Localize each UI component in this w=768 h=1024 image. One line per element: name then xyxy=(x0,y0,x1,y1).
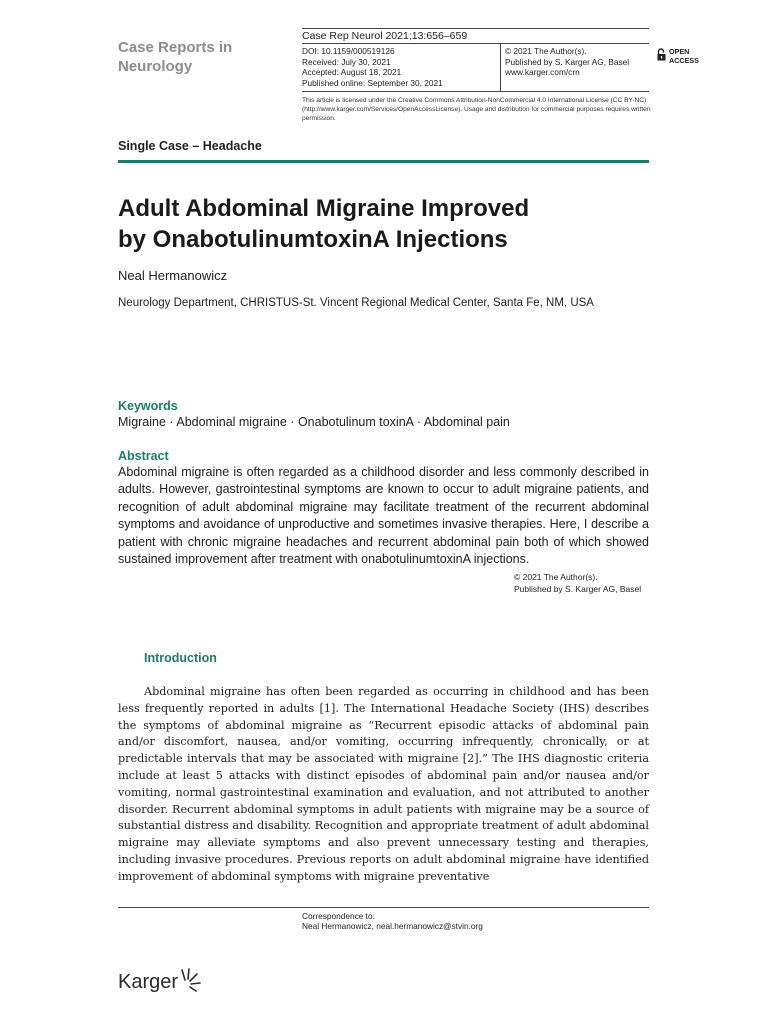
abstract-text: Abdominal migraine is often regarded as a childhood disorder and less commonly described in adults. However, gastrointestinal symptoms are known to occur to adult migraine patients, and recognition of adult abdominal migraine may facilitate treatment of the recurrent abdominal symptoms and avoidance of unproductive and sometimes invasive therapies. Here, I describe a patient with chronic migraine headaches and recurrent abdominal pain both of which showed sustained improvement after treatment with onabotulinumtoxinA injections. xyxy=(118,465,649,567)
journal-name xyxy=(118,38,232,76)
open-access-line2: ACCESS xyxy=(669,55,699,65)
accepted-date: Accepted: August 18, 2021 xyxy=(302,67,402,77)
published-date: Published online: September 30, 2021 xyxy=(302,77,443,88)
keywords-heading: Keywords xyxy=(118,399,178,413)
open-lock-icon xyxy=(657,48,666,61)
journal-name-line2: Neurology xyxy=(118,58,193,75)
citation: Case Rep Neurol 2021;13:656–659 xyxy=(302,30,468,42)
open-access-badge xyxy=(657,48,699,65)
license-text: This article is licensed under the Creative Commons Attribution-NonCommercial 4.0 International License (CC BY-NC) (http://www.karger.com/Services/OpenAccessLicense). Usage and distribution for commercial purposes requires written permission. xyxy=(302,97,651,122)
correspondence-label: Correspondence to: xyxy=(302,911,375,921)
header-top-rule xyxy=(302,28,649,29)
publisher: Published by S. Karger AG, Basel xyxy=(505,56,630,67)
karger-burst-icon xyxy=(179,966,205,992)
publisher-info xyxy=(505,46,629,78)
introduction-paragraph: Abdominal migraine has often been regarded as occurring in childhood and has been less frequently reported in adults [1]. The International Headache Society (IHS) describes the symptoms of abdominal migraine as “Recurrent episodic attacks of abdominal pain and/or discomfort, nausea, and/or vomiting, occurring infrequently, chronically, or at predictable intervals that may be associated with migraine [2].” The IHS diagnostic criteria include at least 5 attacks with distinct episodes of abdominal pain and/or nausea and/or vomiting, normal gastrointestinal examination and evaluation, and not attributed to another disorder. Recurrent abdominal symptoms in adult patients with migraine may be a source of substantial distress and disability. Recognition and appropriate treatment of adult abdominal migraine may alleviate symptoms and also prevent unnecessary testing and therapies, including invasive procedures. Previous reports on adult abdominal migraine have identified improvement of abdominal symptoms with migraine preventative xyxy=(118,685,649,883)
open-access-line1: OPEN xyxy=(669,47,690,56)
correspondence-text: Neal Hermanowicz, neal.hermanowicz@stvin.org xyxy=(302,921,483,931)
abstract-heading: Abstract xyxy=(118,449,169,463)
header-divider xyxy=(500,44,501,91)
title-line2: by OnabotulinumtoxinA Injections xyxy=(118,226,508,253)
title-line1: Adult Abdominal Migraine Improved xyxy=(118,195,530,222)
article-dates xyxy=(302,46,443,88)
header-mid-rule xyxy=(302,43,649,44)
abstract-publisher-line: Published by S. Karger AG, Basel xyxy=(514,584,642,594)
copyright: © 2021 The Author(s). xyxy=(505,46,587,56)
introduction-body xyxy=(118,684,649,886)
website-link[interactable]: www.karger.com/crn xyxy=(505,67,580,77)
section-label: Single Case – Headache xyxy=(118,139,262,153)
introduction-heading: Introduction xyxy=(144,651,217,665)
doi-link[interactable]: DOI: 10.1159/000519126 xyxy=(302,46,395,56)
journal-name-line1: Case Reports in xyxy=(118,39,233,56)
abstract-copyright xyxy=(514,571,641,595)
abstract-copyright-line: © 2021 The Author(s). xyxy=(514,572,598,582)
logo-wordmark: Karger xyxy=(118,971,179,993)
received-date: Received: July 30, 2021 xyxy=(302,56,391,67)
article-title xyxy=(118,193,658,255)
publisher-logo xyxy=(118,966,205,994)
author-name: Neal Hermanowicz xyxy=(118,268,228,283)
section-divider xyxy=(118,160,649,163)
header-bottom-rule xyxy=(302,91,649,92)
keywords-text: Migraine · Abdominal migraine · Onabotulinum toxinA · Abdominal pain xyxy=(118,415,510,429)
footer-rule xyxy=(118,907,649,908)
author-affiliation: Neurology Department, CHRISTUS-St. Vincent Regional Medical Center, Santa Fe, NM, USA xyxy=(118,297,594,309)
